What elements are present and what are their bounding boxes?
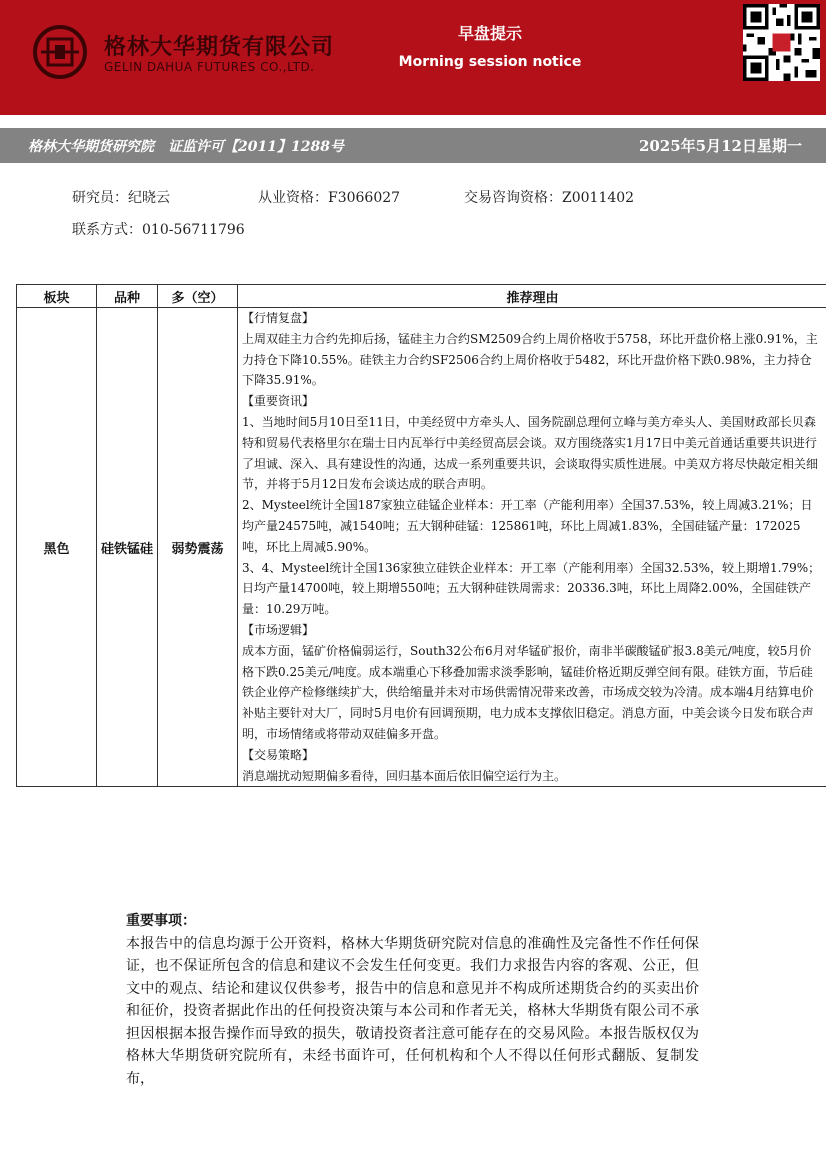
section-heading-review: 【行情复盘】 bbox=[242, 311, 315, 325]
direction-cell: 弱势震荡 bbox=[158, 308, 238, 787]
wechat-qr-code-icon bbox=[743, 4, 820, 81]
review-text: 上周双硅主力合约先抑后扬，锰硅主力合约SM2509合约上周价格收于5758，环比开盘价格上涨0.91%，主力持仓下降10.55%。硅铁主力合约SF2506合约上周价格收于5482，环比开盘价格下跌0.98%，主力持仓下降35.91%。 bbox=[242, 331, 818, 388]
info-bar bbox=[0, 128, 826, 163]
header-sector: 板块 bbox=[17, 285, 97, 308]
consulting-qualification: 交易咨询资格：Z0011402 bbox=[464, 190, 635, 206]
strategy-text: 消息端扰动短期偏多看待，回归基本面后依旧偏空运行为主。 bbox=[242, 768, 567, 783]
wechat-tip: 更多精彩内容请关注格林大华期货官方微信 bbox=[587, 193, 796, 206]
contact: 联系方式：010-56711796 bbox=[72, 222, 245, 238]
brand-name-cn: 格林大华期货有限公司 bbox=[104, 35, 335, 60]
news-item-3: 3、4、Mysteel统计全国136家独立硅铁企业样本：开工率（产能利用率）全国32.53%，较上期增1.79%；日均产量14700吨，较上期增550吨；五大钢种硅铁周需求：20336.3吨，环比上周降2.00%，全国硅铁产量：10.29万吨。 bbox=[242, 560, 821, 617]
header-direction: 多（空） bbox=[158, 285, 238, 308]
researcher: 研究员：纪晓云 bbox=[72, 190, 170, 206]
news-item-2: 2、Mysteel统计全国187家独立硅锰企业样本：开工率（产能利用率）全国37.53%，较上周减3.21%；日均产量24575吨，减1540吨；五大钢种硅锰：125861吨，环比上周减1.83%，全国硅锰产量：172025吨，环比上周减5.90%。 bbox=[242, 498, 813, 554]
header-variety: 品种 bbox=[97, 285, 158, 308]
variety-cell: 硅铁锰硅 bbox=[97, 308, 158, 787]
qualification: 从业资格：F3066027 bbox=[258, 190, 401, 206]
disclaimer-title: 重要事项： bbox=[126, 913, 196, 929]
institute-license: 格林大华期货研究院 证监许可【2011】1288号 bbox=[28, 139, 344, 155]
section-heading-strategy: 【交易策略】 bbox=[242, 747, 315, 762]
section-heading-news: 【重要资讯】 bbox=[242, 394, 315, 409]
company-logo-icon bbox=[32, 24, 88, 80]
reason-cell bbox=[238, 308, 826, 787]
disclaimer bbox=[126, 910, 699, 1090]
header-reason: 推荐理由 bbox=[238, 285, 826, 308]
table-row bbox=[17, 308, 826, 787]
disclaimer-body: 本报告中的信息均源于公开资料，格林大华期货研究院对信息的准确性及完备性不作任何保证，也不保证所包含的信息和建议不会发生任何变更。我们力求报告内容的客观、公正，但文中的观点、结论和建议仅供参考，报告中的信息和意见并不构成所述期货合约的买卖出价和征价，投资者据此作出的任何投资决策与本公司和作者无关，格林大华期货有限公司不承担因根据本报告操作而导致的损失，敬请投资者注意可能存在的交易风险。本报告版权仅为格林大华期货研究院所有，未经书面许可，任何机构和个人不得以任何形式翻版、复制发布， bbox=[126, 935, 699, 1087]
table-header-row bbox=[17, 285, 826, 308]
header-banner bbox=[0, 0, 826, 93]
brand-name-en: GELIN DAHUA FUTURES CO.,LTD. bbox=[104, 60, 315, 74]
logic-text: 成本方面，锰矿价格偏弱运行，South32公布6月对华锰矿报价，南非半碳酸锰矿报3.8美元/吨度，较5月价格下跌0.25美元/吨度。成本端重心下移叠加需求淡季影响，锰硅价格近期反弹空间有限。硅铁方面，节后硅铁企业停产检修继续扩大，供给缩量并未对市场供需情况带来改善，市场成交较为冷清。成本端4月结算电价补贴主要针对大厂，同时5月电价有回调预期，电力成本支撑依旧稳定。消息方面，中美会谈今日发布联合声明，市场情绪或将带动双硅偏多开盘。 bbox=[242, 643, 814, 741]
report-title-cn: 早盘提示 bbox=[457, 24, 522, 43]
recommendation-table bbox=[16, 284, 826, 787]
news-item-1: 1、当地时间5月10日至11日，中美经贸中方牵头人、国务院副总理何立峰与美方牵头人、美国财政部长贝森特和贸易代表格里尔在瑞士日内瓦举行中美经贸高层会谈。双方围绕落实1月17日中美元首通话重要共识进行了坦诚、深入、具有建设性的沟通，达成一系列重要共识，会谈取得实质性进展。中美双方将尽快敲定相关细节，并将于5月12日发布会谈达成的联合声明。 bbox=[242, 414, 819, 492]
report-date: 2025年5月12日星期一 bbox=[638, 137, 802, 155]
report-title-en: Morning session notice bbox=[398, 54, 582, 70]
sector-cell: 黑色 bbox=[17, 308, 97, 787]
section-heading-logic: 【市场逻辑】 bbox=[242, 622, 315, 637]
